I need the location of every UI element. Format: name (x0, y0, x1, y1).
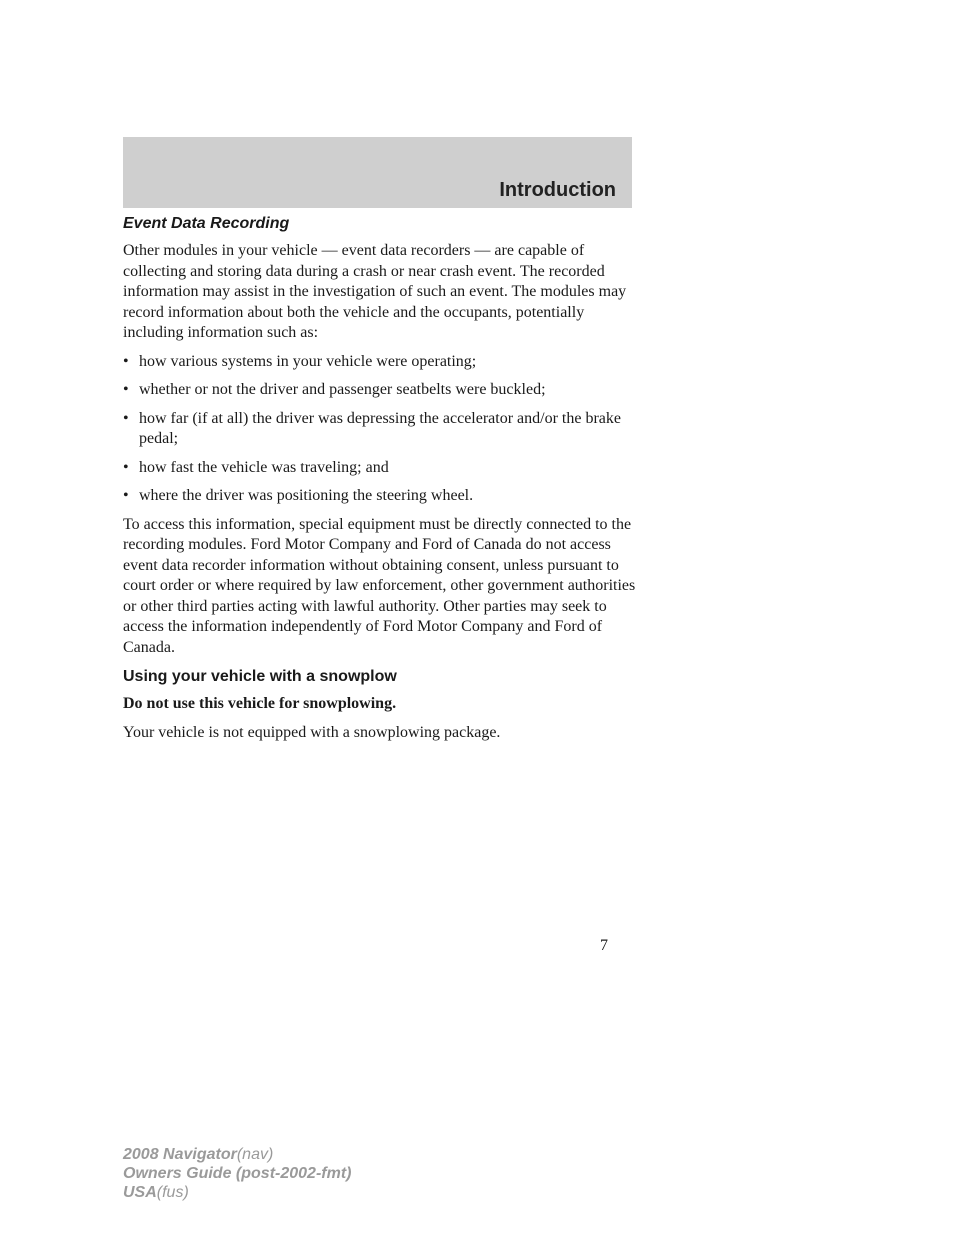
list-item: • how various systems in your vehicle were operating; (123, 352, 643, 373)
event-data-heading: Event Data Recording (123, 215, 290, 232)
footer (123, 1145, 351, 1202)
footer-line-1: 2008 Navigator(nav) (123, 1146, 274, 1163)
bullet-icon: • (123, 381, 129, 398)
bullet-icon: • (123, 352, 129, 370)
page-number: 7 (600, 937, 608, 954)
footer-line-3: USA(fus) (123, 1184, 189, 1201)
bullet-icon: • (123, 458, 129, 476)
event-data-closing: To access this information, special equipment must be directly connected to the recording modules. Ford Motor Company and Ford of Canada do not access event data recorder information without obtaining consent, unless pursuant to court order or where required by law enforcement, other government authorities or other third parties acting with lawful authority. Other parties may seek to access the information independently of Ford Motor Company and Ford of Canada. (123, 515, 636, 656)
footer-line-2: Owners Guide (post-2002-fmt) (123, 1165, 352, 1182)
event-data-intro: Other modules in your vehicle — event data recorders — are capable of collecting and storing data during a crash or near crash event. The recorded information may assist in the investigation of such an event. The modules may record information about both the vehicle and the occupants, potentially including information such as: (123, 242, 627, 341)
snowplow-warning: Do not use this vehicle for snowplowing. (123, 695, 397, 712)
event-data-bullet-list (123, 352, 643, 507)
list-item: • how fast the vehicle was traveling; and (123, 458, 643, 479)
bullet-icon: • (123, 409, 129, 427)
header-band (123, 137, 632, 208)
page-content (123, 213, 643, 751)
list-item: • where the driver was positioning the steering wheel. (123, 486, 643, 507)
snowplow-text: Your vehicle is not equipped with a snowplowing package. (123, 723, 501, 741)
section-title: Introduction (499, 179, 616, 201)
list-item: • how far (if at all) the driver was depressing the accelerator and/or the brake pedal; (123, 409, 621, 447)
bullet-icon: • (123, 487, 129, 504)
snowplow-heading: Using your vehicle with a snowplow (123, 668, 397, 685)
list-item: • whether or not the driver and passenger seatbelts were buckled; (123, 380, 643, 401)
